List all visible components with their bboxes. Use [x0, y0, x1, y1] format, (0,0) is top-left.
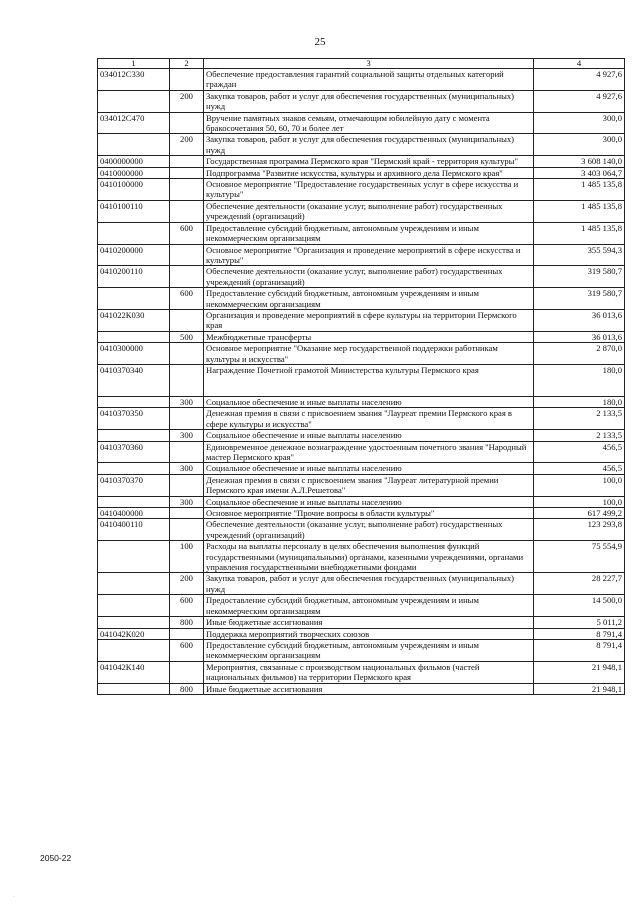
- row-code-cell: 0410370370: [98, 474, 170, 496]
- row-expense-type-cell: 600: [170, 288, 204, 310]
- row-name-cell: Поддержка мероприятий творческих союзов: [204, 628, 534, 639]
- row-code-cell: [98, 134, 170, 156]
- row-code-cell: 0410200000: [98, 244, 170, 266]
- row-code-cell: [98, 463, 170, 474]
- row-name-cell: Социальное обеспечение и иные выплаты населению: [204, 430, 534, 441]
- row-code-cell: 041022К030: [98, 309, 170, 331]
- row-amount-cell: 100,0: [534, 496, 625, 507]
- row-name-cell: Государственная программа Пермского края "Пермский край - территория культуры": [204, 156, 534, 167]
- table-row: [98, 266, 625, 288]
- table-row: [98, 408, 625, 430]
- row-expense-type-cell: [170, 69, 204, 91]
- row-expense-type-cell: 300: [170, 396, 204, 407]
- table-row: [98, 90, 625, 112]
- row-expense-type-cell: 300: [170, 463, 204, 474]
- row-code-cell: [98, 222, 170, 244]
- row-code-cell: [98, 683, 170, 694]
- row-code-cell: [98, 430, 170, 441]
- row-name-cell: Обеспечение деятельности (оказание услуг, выполнение работ) государственных учреждений (организаций): [204, 200, 534, 222]
- row-code-cell: [98, 639, 170, 661]
- row-expense-type-cell: [170, 441, 204, 463]
- row-code-cell: 041042К140: [98, 661, 170, 683]
- row-name-cell: Основное мероприятие "Оказание мер государственной поддержки работникам культуры и искусства": [204, 343, 534, 365]
- table-row: [98, 463, 625, 474]
- row-code-cell: 0410370360: [98, 441, 170, 463]
- row-code-cell: [98, 90, 170, 112]
- row-amount-cell: 3 608 140,0: [534, 156, 625, 167]
- row-amount-cell: 3 403 064,7: [534, 167, 625, 178]
- row-code-cell: [98, 617, 170, 628]
- row-expense-type-cell: [170, 156, 204, 167]
- row-name-cell: Обеспечение деятельности (оказание услуг, выполнение работ) государственных учреждений (организаций): [204, 266, 534, 288]
- row-name-cell: Социальное обеспечение и иные выплаты населению: [204, 463, 534, 474]
- table-row: [98, 541, 625, 573]
- header-col-4: 4: [534, 59, 625, 69]
- header-col-2: 2: [170, 59, 204, 69]
- row-amount-cell: 319 580,7: [534, 266, 625, 288]
- row-expense-type-cell: [170, 661, 204, 683]
- row-name-cell: Предоставление субсидий бюджетным, автономным учреждениям и иным некоммерческим организациям: [204, 222, 534, 244]
- row-name-cell: Обеспечение предоставления гарантий социальной защиты отдельных категорий граждан: [204, 69, 534, 91]
- row-name-cell: Межбюджетные трансферты: [204, 331, 534, 342]
- row-expense-type-cell: [170, 200, 204, 222]
- table-row: [98, 508, 625, 519]
- row-code-cell: 0410000000: [98, 167, 170, 178]
- table-row: [98, 661, 625, 683]
- row-name-cell: Обеспечение деятельности (оказание услуг, выполнение работ) государственных учреждений (организаций): [204, 519, 534, 541]
- row-amount-cell: 75 554,9: [534, 541, 625, 573]
- table-row: [98, 244, 625, 266]
- row-code-cell: 0410400110: [98, 519, 170, 541]
- table-row: [98, 573, 625, 595]
- row-code-cell: [98, 396, 170, 407]
- row-code-cell: [98, 331, 170, 342]
- row-name-cell: Предоставление субсидий бюджетным, автономным учреждениям и иным некоммерческим организациям: [204, 595, 534, 617]
- row-amount-cell: 355 594,3: [534, 244, 625, 266]
- table-row: [98, 364, 625, 396]
- table-row: [98, 595, 625, 617]
- table-row: [98, 396, 625, 407]
- row-amount-cell: 100,0: [534, 474, 625, 496]
- row-code-cell: 0410300000: [98, 343, 170, 365]
- row-expense-type-cell: 100: [170, 541, 204, 573]
- row-expense-type-cell: [170, 343, 204, 365]
- row-name-cell: Иные бюджетные ассигнования: [204, 683, 534, 694]
- table-row: [98, 331, 625, 342]
- row-amount-cell: 36 013,6: [534, 331, 625, 342]
- row-name-cell: Организация и проведение мероприятий в сфере культуры на территории Пермского края: [204, 309, 534, 331]
- row-amount-cell: 180,0: [534, 364, 625, 396]
- row-code-cell: 0410370350: [98, 408, 170, 430]
- row-expense-type-cell: [170, 628, 204, 639]
- row-expense-type-cell: [170, 474, 204, 496]
- page-number: 25: [314, 36, 326, 48]
- table-row: [98, 200, 625, 222]
- row-amount-cell: 14 500,0: [534, 595, 625, 617]
- row-expense-type-cell: 200: [170, 134, 204, 156]
- table-row: [98, 343, 625, 365]
- row-name-cell: Закупка товаров, работ и услуг для обеспечения государственных (муниципальных) нужд: [204, 134, 534, 156]
- table-row: [98, 288, 625, 310]
- row-amount-cell: 180,0: [534, 396, 625, 407]
- scan-mark: ·: [13, 894, 15, 900]
- row-expense-type-cell: 300: [170, 496, 204, 507]
- table-row: [98, 430, 625, 441]
- row-amount-cell: 319 580,7: [534, 288, 625, 310]
- row-amount-cell: 4 927,6: [534, 90, 625, 112]
- row-name-cell: Социальное обеспечение и иные выплаты населению: [204, 396, 534, 407]
- row-expense-type-cell: [170, 179, 204, 201]
- row-expense-type-cell: [170, 519, 204, 541]
- row-code-cell: [98, 496, 170, 507]
- row-expense-type-cell: [170, 112, 204, 134]
- header-col-1: 1: [98, 59, 170, 69]
- row-code-cell: 0400000000: [98, 156, 170, 167]
- row-amount-cell: 617 499,2: [534, 508, 625, 519]
- table-body: [98, 69, 625, 695]
- row-name-cell: Предоставление субсидий бюджетным, автономным учреждениям и иным некоммерческим организациям: [204, 288, 534, 310]
- table-row: [98, 112, 625, 134]
- row-code-cell: 0410200110: [98, 266, 170, 288]
- table-row: [98, 474, 625, 496]
- row-expense-type-cell: [170, 309, 204, 331]
- table-row: [98, 628, 625, 639]
- row-code-cell: [98, 541, 170, 573]
- table-row: [98, 309, 625, 331]
- table-row: [98, 519, 625, 541]
- row-code-cell: [98, 595, 170, 617]
- row-name-cell: Основное мероприятие "Прочие вопросы в области культуры": [204, 508, 534, 519]
- row-expense-type-cell: [170, 508, 204, 519]
- row-name-cell: Награждение Почетной грамотой Министерства культуры Пермского края: [204, 364, 534, 396]
- row-name-cell: Подпрограмма "Развитие искусства, культуры и архивного дела Пермского края": [204, 167, 534, 178]
- row-expense-type-cell: [170, 244, 204, 266]
- row-name-cell: Денежная премия в связи с присвоением звания "Лауреат премии Пермского края в сфере культуры и искусства": [204, 408, 534, 430]
- table-row: [98, 639, 625, 661]
- row-expense-type-cell: 800: [170, 683, 204, 694]
- row-expense-type-cell: [170, 266, 204, 288]
- row-amount-cell: 2 133,5: [534, 408, 625, 430]
- row-name-cell: Закупка товаров, работ и услуг для обеспечения государственных (муниципальных) нужд: [204, 90, 534, 112]
- row-amount-cell: 21 948,1: [534, 683, 625, 694]
- row-amount-cell: 300,0: [534, 112, 625, 134]
- row-expense-type-cell: 600: [170, 222, 204, 244]
- row-amount-cell: 8 791,4: [534, 628, 625, 639]
- row-code-cell: 041042К020: [98, 628, 170, 639]
- row-expense-type-cell: 500: [170, 331, 204, 342]
- row-expense-type-cell: [170, 408, 204, 430]
- row-name-cell: Социальное обеспечение и иные выплаты населению: [204, 496, 534, 507]
- row-amount-cell: 456,5: [534, 441, 625, 463]
- table-row: [98, 179, 625, 201]
- row-code-cell: 0410370340: [98, 364, 170, 396]
- row-code-cell: 0410100000: [98, 179, 170, 201]
- row-name-cell: Единовременное денежное вознаграждение удостоенным почетного звания "Народный мастер Пермского края": [204, 441, 534, 463]
- row-name-cell: Основное мероприятие "Организация и проведение мероприятий в сфере искусства и культуры": [204, 244, 534, 266]
- row-amount-cell: 1 485 135,8: [534, 222, 625, 244]
- table-row: [98, 496, 625, 507]
- row-code-cell: 0410400000: [98, 508, 170, 519]
- row-expense-type-cell: 600: [170, 639, 204, 661]
- row-code-cell: [98, 573, 170, 595]
- row-expense-type-cell: 600: [170, 595, 204, 617]
- row-name-cell: Расходы на выплаты персоналу в целях обеспечения выполнения функций государственными (муниципальными) органами, казенными учреждениями, органами управления государственными внебюджетными фондами: [204, 541, 534, 573]
- row-amount-cell: 1 485 135,8: [534, 179, 625, 201]
- table-row: [98, 222, 625, 244]
- row-name-cell: Вручение памятных знаков семьям, отмечающим юбилейную дату с момента бракосочетания 50, 60, 70 и более лет: [204, 112, 534, 134]
- table-row: [98, 441, 625, 463]
- row-expense-type-cell: 200: [170, 573, 204, 595]
- row-code-cell: [98, 288, 170, 310]
- footer-code: 2050-22: [40, 853, 72, 863]
- row-expense-type-cell: 300: [170, 430, 204, 441]
- row-amount-cell: 456,5: [534, 463, 625, 474]
- row-amount-cell: 28 227,7: [534, 573, 625, 595]
- row-code-cell: 034012С330: [98, 69, 170, 91]
- table-header-row: [98, 59, 625, 69]
- row-expense-type-cell: [170, 364, 204, 396]
- budget-table: [97, 58, 625, 695]
- row-amount-cell: 300,0: [534, 134, 625, 156]
- row-name-cell: Закупка товаров, работ и услуг для обеспечения государственных (муниципальных) нужд: [204, 573, 534, 595]
- row-name-cell: Денежная премия в связи с присвоением звания "Лауреат литературной премии Пермского края имени А.Л.Решетова": [204, 474, 534, 496]
- row-amount-cell: 123 293,8: [534, 519, 625, 541]
- row-amount-cell: 5 011,2: [534, 617, 625, 628]
- row-amount-cell: 2 133,5: [534, 430, 625, 441]
- row-name-cell: Иные бюджетные ассигнования: [204, 617, 534, 628]
- row-amount-cell: 21 948,1: [534, 661, 625, 683]
- table-row: [98, 683, 625, 694]
- table-row: [98, 167, 625, 178]
- table-row: [98, 134, 625, 156]
- row-expense-type-cell: [170, 167, 204, 178]
- row-amount-cell: 36 013,6: [534, 309, 625, 331]
- row-name-cell: Мероприятия, связанные с производством национальных фильмов (частей национальных фильмов) на территории Пермского края: [204, 661, 534, 683]
- row-amount-cell: 1 485 135,8: [534, 200, 625, 222]
- table-row: [98, 617, 625, 628]
- row-name-cell: Основное мероприятие "Предоставление государственных услуг в сфере искусства и культуры": [204, 179, 534, 201]
- table-row: [98, 156, 625, 167]
- row-expense-type-cell: 800: [170, 617, 204, 628]
- row-amount-cell: 8 791,4: [534, 639, 625, 661]
- table-row: [98, 69, 625, 91]
- row-expense-type-cell: 200: [170, 90, 204, 112]
- row-name-cell: Предоставление субсидий бюджетным, автономным учреждениям и иным некоммерческим организациям: [204, 639, 534, 661]
- row-amount-cell: 4 927,6: [534, 69, 625, 91]
- header-col-3: 3: [204, 59, 534, 69]
- row-amount-cell: 2 870,0: [534, 343, 625, 365]
- row-code-cell: 034012С470: [98, 112, 170, 134]
- row-code-cell: 0410100110: [98, 200, 170, 222]
